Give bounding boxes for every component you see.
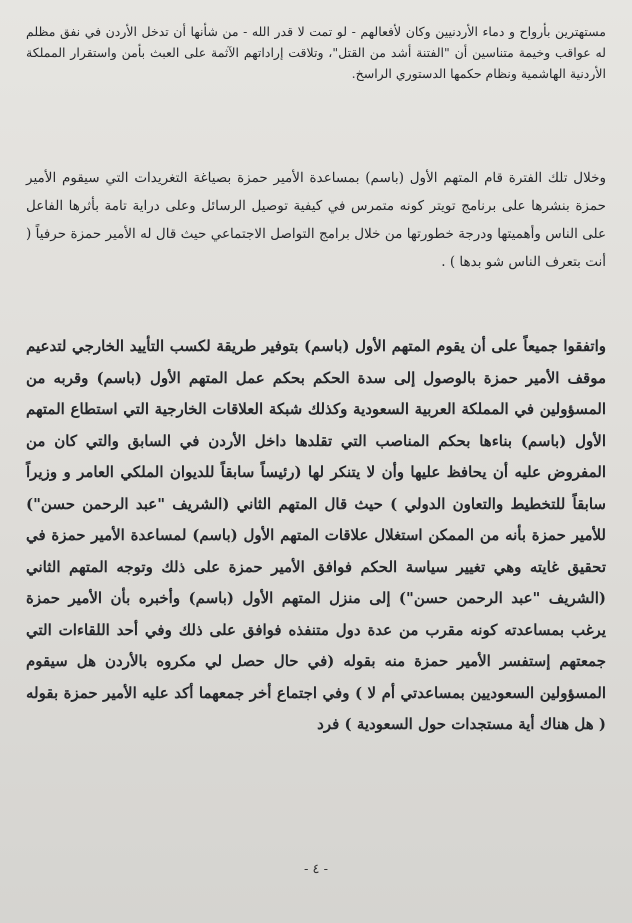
paragraph-3: واتفقوا جميعاً على أن يقوم المتهم الأول (باسم) بتوفير طريقة لكسب التأييد الخارجي لتدعيم موقف الأمير حمزة بالوصول إلى سدة الحكم بحكم عمل المتهم الأول (باسم) وقربه من المسؤولين في المملكة العربية السعودية وكذلك شبكة العلاقات الخارجية التي استطاع المتهم الأول (باسم) بناءها بحكم المناصب التي تقلدها داخل الأردن في السابق والتي كان من المفروض عليه أن يحافظ عليها وأن لا يتنكر لها (رئيساً سابقاً للديوان الملكي العامر و وزيراً سابقاً للتخطيط والتعاون الدولي ) حيث قال المتهم الثاني (الشريف "عبد الرحمن حسن") للأمير حمزة بأنه من الممكن استغلال علاقات المتهم الأول (باسم) لمساعدة الأمير حمزة في تحقيق غايته وهي تغيير سياسة الحكم فوافق الأمير حمزة على ذلك وتوجه المتهم الثاني (الشريف "عبد الرحمن حسن") إلى منزل المتهم الأول (باسم) وأخبره بأن الأمير حمزة يرغب بمساعدته كونه مقرب من عدة دول متنفذه فوافق على ذلك وفي أحد اللقاءات التي جمعتهم إستفسر الأمير حمزة منه بقوله (في حال حصل لي مكروه بالأردن هل سيقوم المسؤولين السعوديين بمساعدتي أم لا ) وفي اجتماع أخر جمعهما أكد عليه الأمير حمزة بقوله ( هل هناك أية مستجدات حول السعودية ) فرد xyxy=(26,337,606,733)
paragraph-2: وخلال تلك الفترة قام المتهم الأول (باسم) بمساعدة الأمير حمزة بصياغة التغريدات التي سيقوم الأمير حمزة بنشرها على برنامج تويتر كونه متمرس في كيفية توصيل الرسائل وعلى دراية تامة بأثرها الفاعل على الناس وأهميتها ودرجة خطورتها من خلال برامج التواصل الاجتماعي حيث قال له الأمير حمزة حرفياً ( أنت بتعرف الناس شو بدها ) . xyxy=(26,169,606,270)
page-number: - ٤ - xyxy=(303,862,329,877)
paragraph-1: مستهترين بأرواح و دماء الأردنيين وكان لأفعالهم - لو تمت لا قدر الله - من شأنها أن تدخل الأردن في نفق مظلم له عواقب وخيمة متناسين أن "الفتنة أشد من القتل"، وتلاقت إراداتهم الآثمة على العبث بأمن واستقرار المملكة الأردنية الهاشمية ونظام حكمها الدستوري الراسخ. xyxy=(26,23,606,81)
